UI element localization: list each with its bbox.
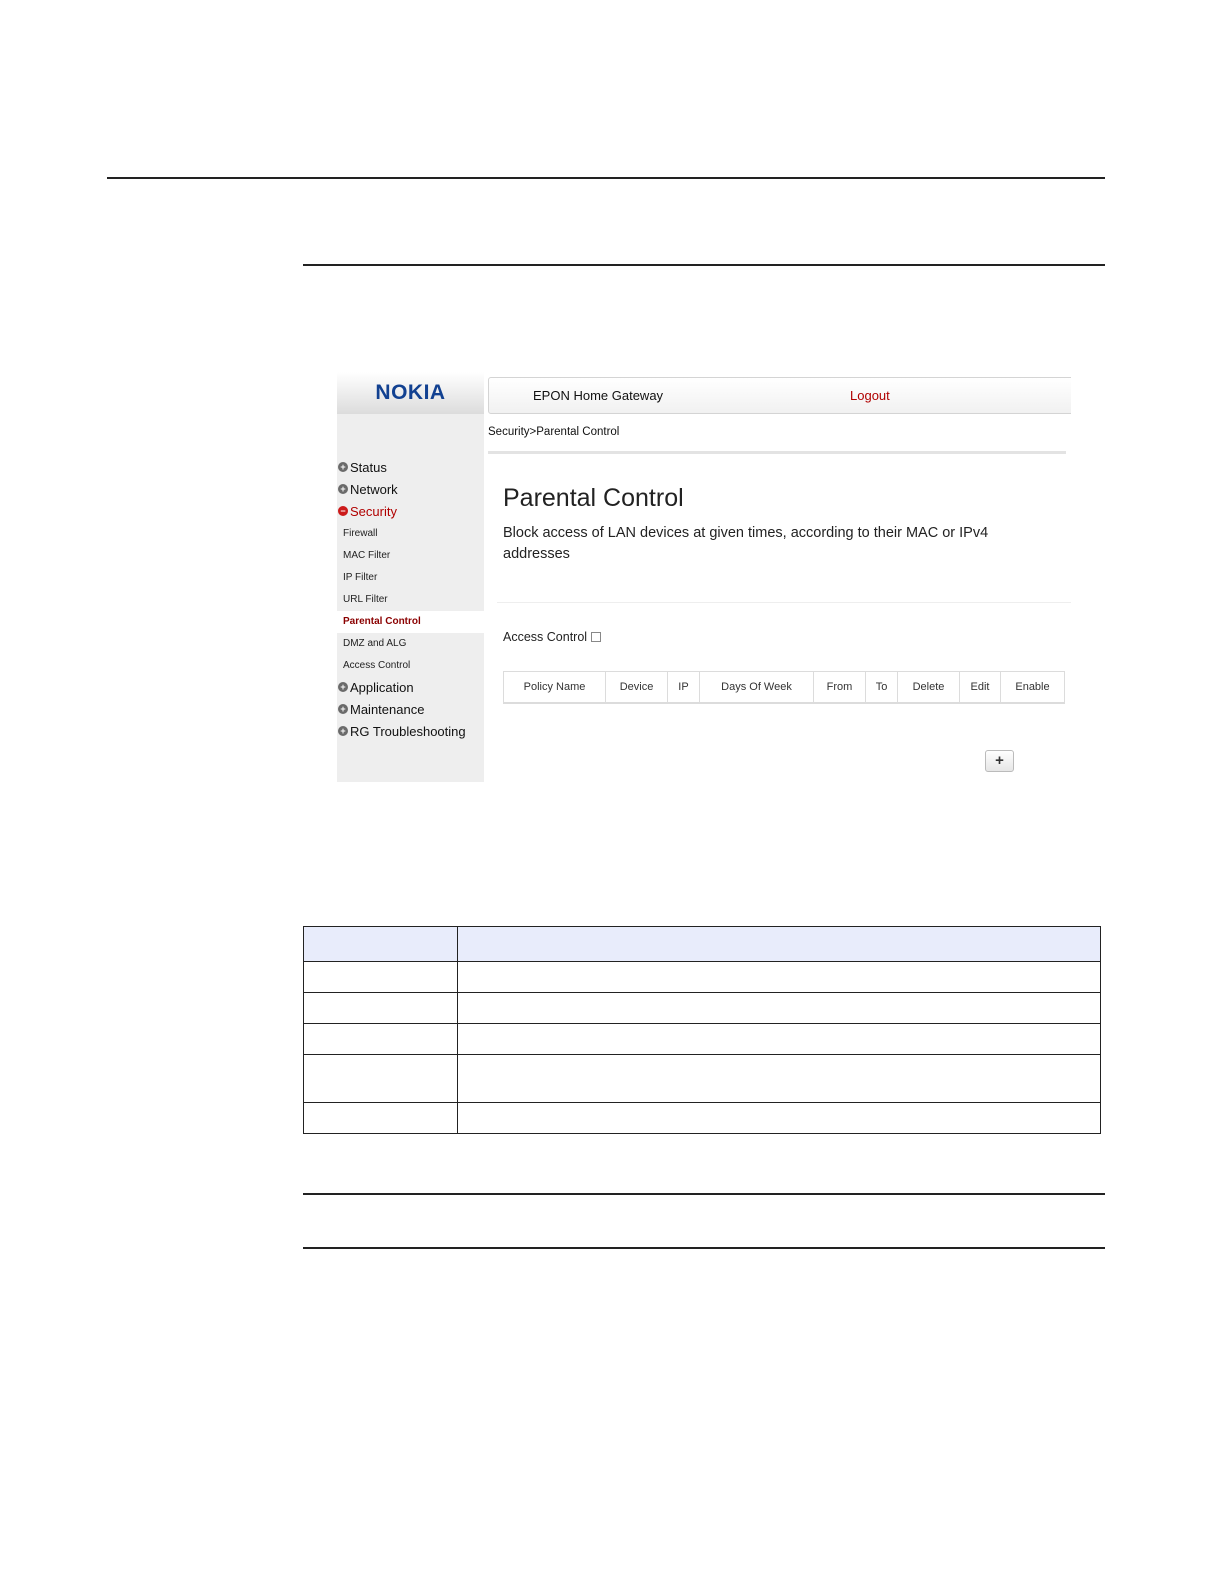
- note-bottom-rule: [303, 1247, 1105, 1249]
- parameters-table: [303, 926, 1101, 1134]
- column-header-to: To: [866, 672, 898, 704]
- column-header-days-of-week: Days Of Week: [700, 672, 814, 704]
- sidebar-item-label: Maintenance: [350, 702, 425, 717]
- table-header-cell: [304, 927, 458, 962]
- table-row: [304, 1103, 1101, 1134]
- table-header-cell: [458, 927, 1101, 962]
- access-control-checkbox[interactable]: [591, 632, 601, 642]
- sidebar-item-network[interactable]: [337, 479, 484, 501]
- minus-circle-icon: −: [338, 506, 348, 516]
- table-row: [304, 962, 1101, 993]
- section-divider: [497, 602, 1071, 603]
- table-cell: [458, 1024, 1101, 1055]
- sidebar-item-status[interactable]: [337, 457, 484, 479]
- table-row: [304, 1024, 1101, 1055]
- column-header-from: From: [814, 672, 866, 704]
- table-cell: [304, 993, 458, 1024]
- column-header-edit: Edit: [960, 672, 1001, 704]
- sidebar-subitem-access-control[interactable]: Access Control: [343, 660, 411, 671]
- table-cell: [458, 993, 1101, 1024]
- section-rule: [303, 264, 1105, 266]
- add-policy-button[interactable]: +: [985, 750, 1014, 772]
- page-top-rule: [107, 177, 1105, 179]
- sidebar-item-label: Security: [350, 504, 397, 519]
- sidebar-item-application[interactable]: [337, 677, 484, 699]
- table-cell: [304, 1024, 458, 1055]
- table-cell: [458, 1103, 1101, 1134]
- sidebar: [337, 372, 484, 782]
- sidebar-subitem-url-filter[interactable]: URL Filter: [343, 594, 388, 605]
- note-top-rule: [303, 1193, 1105, 1195]
- sidebar-item-maintenance[interactable]: [337, 699, 484, 721]
- logo-area: [337, 372, 484, 414]
- breadcrumb-divider: [488, 451, 1066, 454]
- column-header-delete: Delete: [898, 672, 960, 704]
- table-cell: [304, 962, 458, 993]
- table-cell: [458, 962, 1101, 993]
- plus-circle-icon: +: [338, 682, 348, 692]
- breadcrumb: Security>Parental Control: [488, 426, 620, 438]
- sidebar-item-security[interactable]: [337, 501, 484, 523]
- access-control-label: Access Control: [503, 630, 588, 644]
- sidebar-item-label: Application: [350, 680, 414, 695]
- sidebar-subitem-dmz-alg[interactable]: DMZ and ALG: [343, 638, 407, 649]
- sidebar-item-label: Status: [350, 460, 387, 475]
- top-bar: [488, 377, 1071, 414]
- table-cell: [304, 1055, 458, 1103]
- column-header-ip: IP: [668, 672, 700, 704]
- column-header-device: Device: [606, 672, 668, 704]
- policy-table-header-row: [504, 672, 1065, 704]
- page-title: Parental Control: [503, 484, 684, 512]
- table-header-row: [304, 927, 1101, 962]
- gateway-screenshot: [337, 372, 1071, 782]
- sidebar-subitem-mac-filter[interactable]: MAC Filter: [343, 550, 391, 561]
- sidebar-item-label: RG Troubleshooting: [350, 724, 466, 739]
- sidebar-nav: [337, 457, 484, 743]
- plus-circle-icon: +: [338, 484, 348, 494]
- table-cell: [304, 1103, 458, 1134]
- sidebar-subitem-firewall[interactable]: Firewall: [343, 528, 378, 539]
- nokia-logo: NOKIA: [375, 381, 446, 404]
- policy-table: [503, 671, 1065, 704]
- page-description: Block access of LAN devices at given times, according to their MAC or IPv4 addresses: [503, 525, 989, 562]
- sidebar-item-label: Network: [350, 482, 398, 497]
- sidebar-item-rg-troubleshooting[interactable]: [337, 721, 484, 743]
- plus-circle-icon: +: [338, 462, 348, 472]
- column-header-enable: Enable: [1001, 672, 1065, 704]
- table-row: [304, 1055, 1101, 1103]
- sidebar-subitem-parental-control[interactable]: Parental Control: [337, 611, 484, 633]
- plus-circle-icon: +: [338, 704, 348, 714]
- column-header-policy-name: Policy Name: [504, 672, 606, 704]
- app-title: EPON Home Gateway: [533, 388, 664, 403]
- plus-circle-icon: +: [338, 726, 348, 736]
- table-row: [304, 993, 1101, 1024]
- access-control-row: [503, 630, 601, 644]
- sidebar-subitem-ip-filter[interactable]: IP Filter: [343, 572, 378, 583]
- table-cell: [458, 1055, 1101, 1103]
- logout-link[interactable]: Logout: [850, 388, 890, 403]
